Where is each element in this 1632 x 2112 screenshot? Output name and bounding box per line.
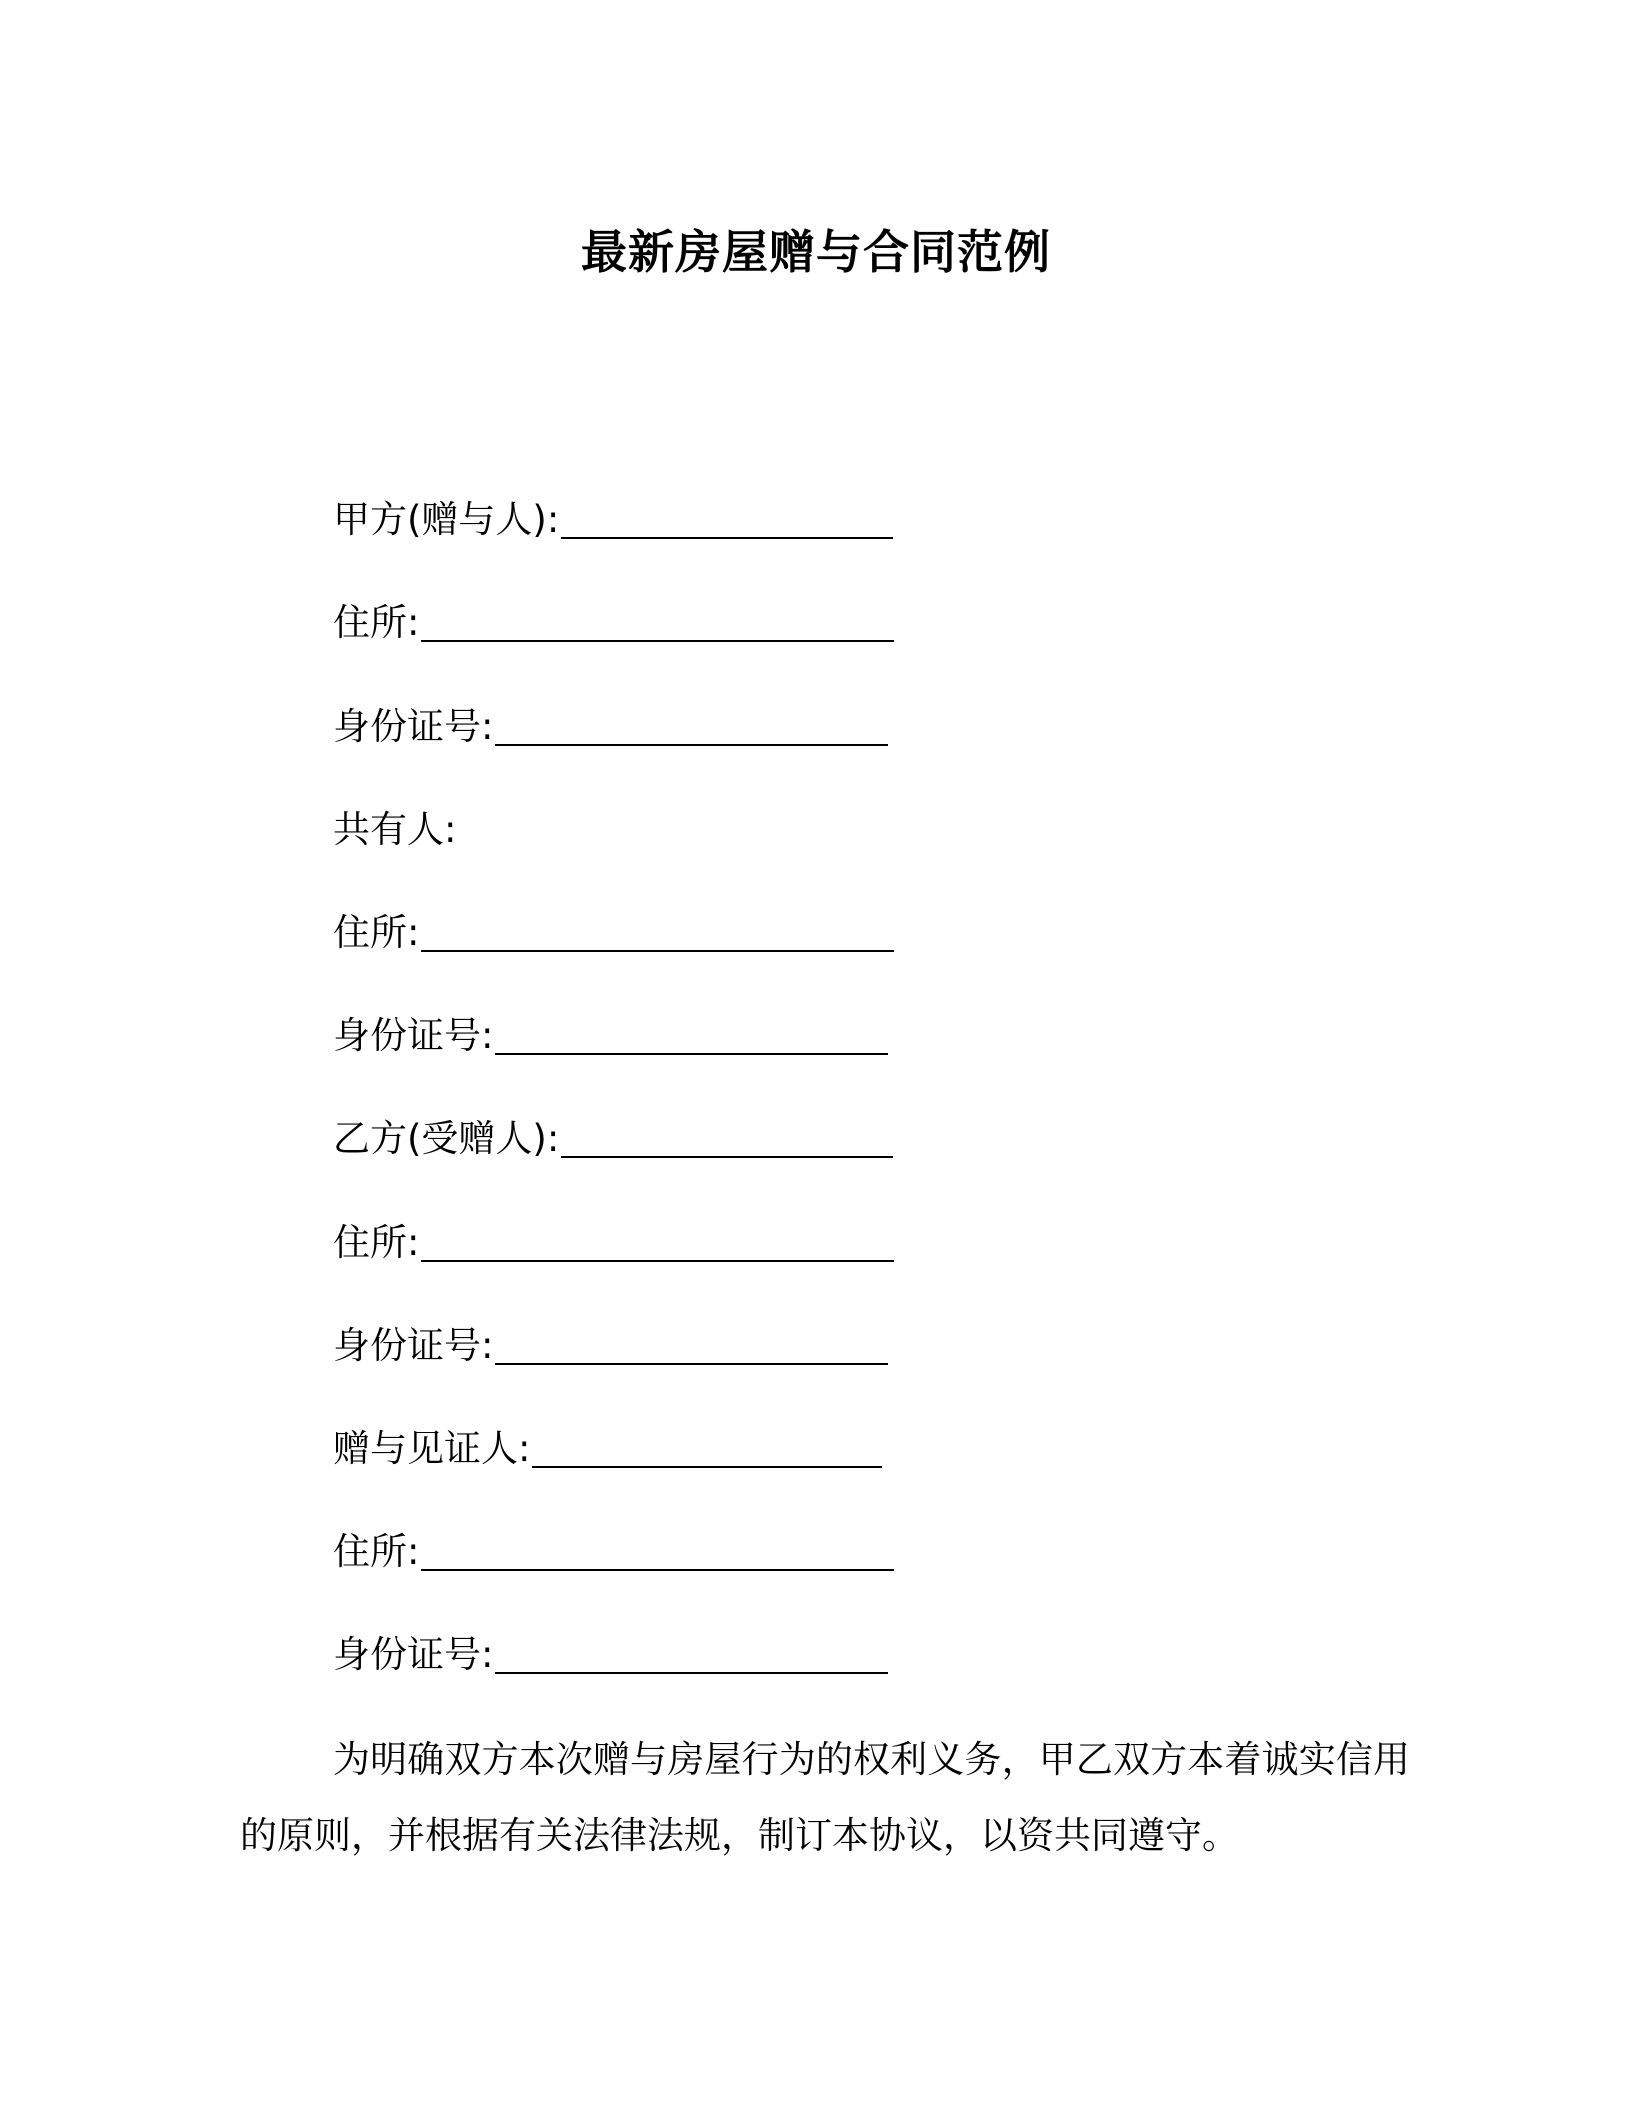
co-owner-label: 共有人: (333, 808, 457, 851)
co-owner-address-blank[interactable] (421, 912, 894, 952)
witness-address-label: 住所: (333, 1530, 420, 1573)
donee-address-blank[interactable] (421, 1222, 894, 1262)
co-owner-id-label: 身份证号: (333, 1014, 494, 1057)
donee-id-blank[interactable] (495, 1325, 888, 1365)
donor-id-field (333, 702, 888, 752)
co-owner-address-label: 住所: (333, 911, 420, 954)
co-owner-address-field (333, 908, 894, 958)
document-title: 最新房屋赠与合同范例 (581, 225, 1051, 279)
witness-id-blank[interactable] (495, 1634, 888, 1674)
donor-address-label: 住所: (333, 601, 420, 644)
donor-name-blank[interactable] (561, 499, 893, 539)
witness-id-label: 身份证号: (333, 1633, 494, 1676)
co-owner-id-field (333, 1011, 888, 1061)
donor-address-blank[interactable] (421, 602, 894, 642)
preamble-paragraph: 为明确双方本次赠与房屋行为的权利义务，甲乙双方本着诚实信用的原则，并根据有关法律法规，制订本协议，以资共同遵守。 (240, 1738, 1410, 1857)
donor-id-label: 身份证号: (333, 705, 494, 748)
co-owner-id-blank[interactable] (495, 1015, 888, 1055)
donee-id-field (333, 1321, 888, 1371)
donor-address-field (333, 598, 894, 648)
donee-address-field (333, 1218, 894, 1268)
witness-address-field (333, 1527, 894, 1577)
witness-id-field (333, 1630, 888, 1680)
donee-name-field (333, 1114, 893, 1164)
witness-name-field (333, 1424, 882, 1474)
witness-address-blank[interactable] (421, 1531, 894, 1571)
witness-name-blank[interactable] (532, 1428, 882, 1468)
co-owner-field (333, 805, 456, 855)
donee-address-label: 住所: (333, 1221, 420, 1264)
donor-name-field (333, 495, 893, 545)
donor-name-label: 甲方(赠与人): (333, 498, 560, 541)
donee-name-label: 乙方(受赠人): (333, 1117, 560, 1160)
donor-id-blank[interactable] (495, 706, 888, 746)
donee-name-blank[interactable] (561, 1118, 893, 1158)
witness-name-label: 赠与见证人: (333, 1427, 531, 1470)
donee-id-label: 身份证号: (333, 1324, 494, 1367)
